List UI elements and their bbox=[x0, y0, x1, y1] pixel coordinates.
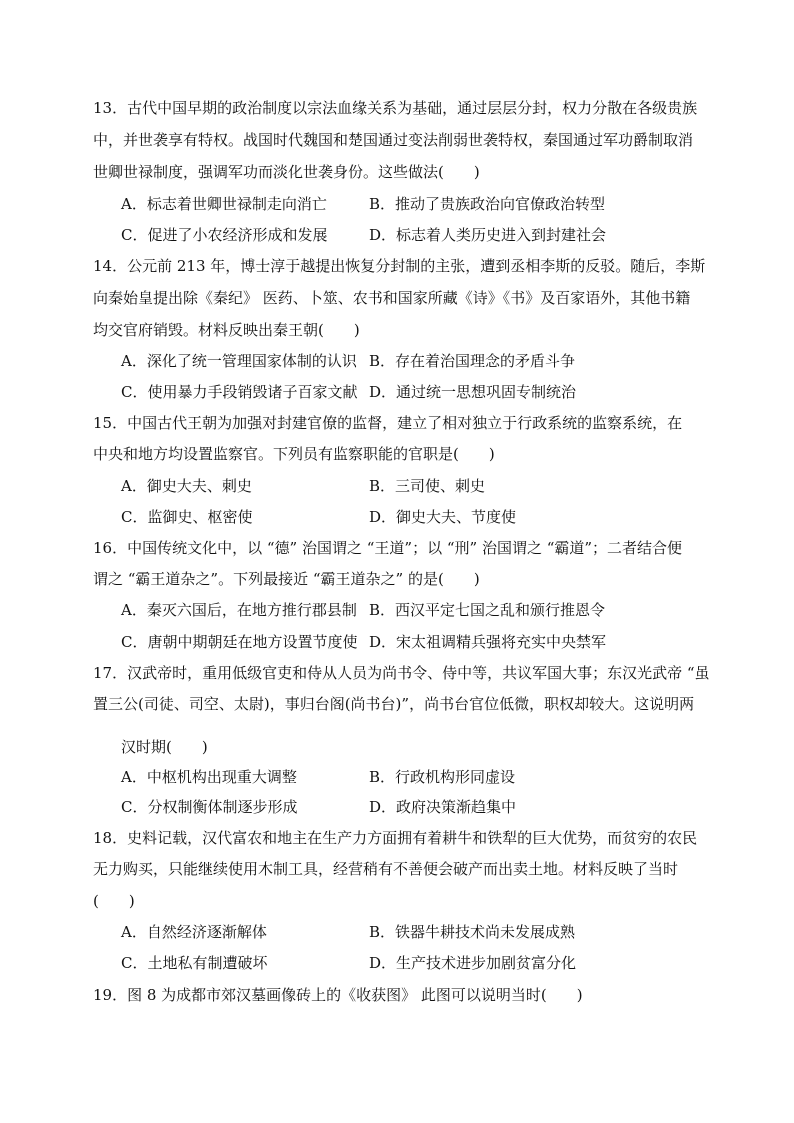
question-14-option-d: D．通过统一思想巩固专制统治 bbox=[369, 383, 577, 401]
question-18-option-c: C．土地私有制遭破坏 bbox=[121, 954, 268, 972]
question-16-option-b: B．西汉平定七国之乱和颁行推恩令 bbox=[369, 601, 606, 619]
question-18-line-2: 无力购买，只能继续使用木制工具，经营稍有不善便会破产而出卖土地。材料反映了当时 bbox=[93, 860, 679, 878]
question-16-option-c: C．唐朝中期朝廷在地方设置节度使 bbox=[121, 633, 358, 651]
question-15-option-d: D．御史大夫、节度使 bbox=[369, 508, 517, 526]
question-13-line-3: 世卿世禄制度，强调军功而淡化世袭身份。这些做法( ) bbox=[93, 163, 480, 181]
question-15-line-1: 15．中国古代王朝为加强对封建官僚的监督，建立了相对独立于行政系统的监察系统，在 bbox=[93, 414, 683, 432]
question-13-line-2: 中，并世袭享有特权。战国时代魏国和楚国通过变法削弱世袭特权，秦国通过军功爵制取消 bbox=[93, 131, 694, 149]
question-14-option-a: A．深化了统一管理国家体制的认识 bbox=[121, 352, 357, 370]
question-17-option-d: D．政府决策渐趋集中 bbox=[369, 798, 517, 816]
question-17-option-c: C．分权制衡体制逐步形成 bbox=[121, 798, 298, 816]
question-18-line-1: 18．史料记载，汉代富农和地主在生产力方面拥有着耕牛和铁犁的巨大优势，而贫穷的农民 bbox=[93, 829, 698, 847]
question-13-option-b: B．推动了贵族政治向官僚政治转型 bbox=[369, 195, 606, 213]
question-14-line-3: 均交官府销毁。材料反映出秦王朝( ) bbox=[93, 321, 360, 339]
question-15-option-a: A．御史大夫、刺史 bbox=[121, 477, 252, 495]
question-19-line-1: 19．图 8 为成都市郊汉墓画像砖上的《收获图》 此图可以说明当时( ) bbox=[93, 986, 583, 1004]
question-14-line-2: 向秦始皇提出除《秦纪》 医药、卜筮、农书和国家所藏《诗》《书》及百家语外，其他书籍 bbox=[93, 289, 691, 307]
question-14-option-b: B．存在着治国理念的矛盾斗争 bbox=[369, 352, 576, 370]
question-17-line-1: 17．汉武帝时，重用低级官吏和侍从人员为尚书令、侍中等，共议军国大事；东汉光武帝 “虽 bbox=[93, 664, 710, 682]
question-15-option-c: C．监御史、枢密使 bbox=[121, 508, 253, 526]
question-13-option-c: C．促进了小农经济形成和发展 bbox=[121, 226, 328, 244]
question-16-option-a: A．秦灭六国后，在地方推行郡县制 bbox=[121, 601, 357, 619]
question-16-line-1: 16．中国传统文化中，以 “德” 治国谓之 “王道”；以 “刑” 治国谓之 “霸道”；二者结合便 bbox=[93, 539, 683, 557]
question-14-line-1: 14．公元前 213 年，博士淳于越提出恢复分封制的主张，遭到丞相李斯的反驳。随后，李斯 bbox=[93, 257, 706, 275]
question-13-line-1: 13．古代中国早期的政治制度以宗法血缘关系为基础，通过层层分封，权力分散在各级贵族 bbox=[93, 99, 698, 117]
question-17-line-3: 汉时期( ) bbox=[121, 738, 208, 756]
question-17-option-b: B．行政机构形同虚设 bbox=[369, 768, 516, 786]
question-18-option-a: A．自然经济逐渐解体 bbox=[121, 923, 267, 941]
question-18-option-d: D．生产技术进步加剧贫富分化 bbox=[369, 954, 577, 972]
question-15-option-b: B．三司使、刺史 bbox=[369, 477, 486, 495]
question-15-line-2: 中央和地方均设置监察官。下列员有监察职能的官职是( ) bbox=[93, 445, 495, 463]
question-18-line-3: ( ) bbox=[93, 892, 135, 910]
question-13-option-a: A．标志着世卿世禄制走向消亡 bbox=[121, 195, 327, 213]
question-17-line-2: 置三公(司徒、司空、太尉)，事归台阁(尚书台)”，尚书台官位低微，职权却较大。这说明两 bbox=[93, 695, 695, 713]
question-16-option-d: D．宋太祖调精兵强将充实中央禁军 bbox=[369, 633, 607, 651]
question-18-option-b: B．铁器牛耕技术尚未发展成熟 bbox=[369, 923, 576, 941]
question-17-option-a: A．中枢机构出现重大调整 bbox=[121, 768, 297, 786]
question-16-line-2: 谓之 “霸王道杂之”。下列最接近 “霸王道杂之” 的是( ) bbox=[93, 570, 480, 588]
question-14-option-c: C．使用暴力手段销毁诸子百家文献 bbox=[121, 383, 358, 401]
question-13-option-d: D．标志着人类历史进入到封建社会 bbox=[369, 226, 607, 244]
